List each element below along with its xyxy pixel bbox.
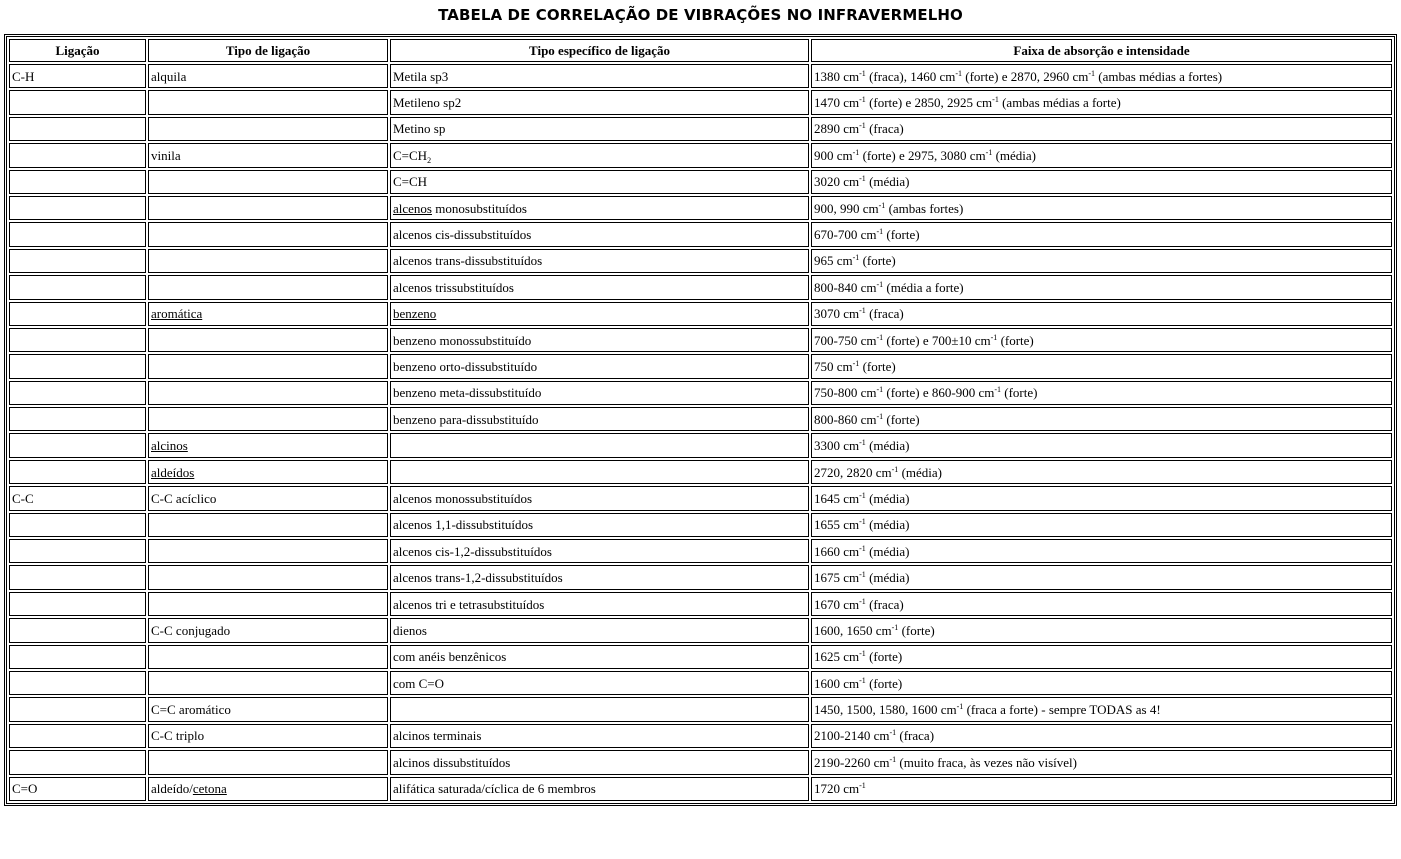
especifico-text: Metino sp xyxy=(393,121,446,137)
faixa-text: (média) xyxy=(865,490,910,506)
cell-faixa-de-absorcao xyxy=(811,724,1392,748)
cell-faixa-de-absorcao xyxy=(811,539,1392,563)
table-row xyxy=(9,170,1392,194)
especifico-text: benzeno para-dissubstituído xyxy=(393,411,539,427)
tipo-text: C-C acíclico xyxy=(151,490,217,506)
cell-tipo-especifico xyxy=(390,671,809,695)
tipo-text: C-C conjugado xyxy=(151,622,231,638)
tipo-text: aldeídos xyxy=(151,464,195,480)
table-row xyxy=(9,539,1392,563)
cell-faixa-de-absorcao xyxy=(811,90,1392,114)
cell-tipo-de-ligacao xyxy=(148,565,388,589)
faixa-text: (forte) xyxy=(883,227,920,243)
ir-correlation-table xyxy=(4,34,1397,806)
cell-faixa-de-absorcao xyxy=(811,170,1392,194)
unit-superscript: -1 xyxy=(859,543,866,553)
cell-faixa-de-absorcao xyxy=(811,196,1392,220)
faixa-text: 1720 cm xyxy=(814,781,860,797)
faixa-text: (forte) e 700±10 cm xyxy=(883,332,991,348)
cell-faixa-de-absorcao xyxy=(811,302,1392,326)
unit-superscript: -1 xyxy=(852,253,860,263)
cell-tipo-de-ligacao xyxy=(148,513,388,537)
cell-ligacao xyxy=(9,671,146,695)
table-row xyxy=(9,143,1392,167)
cell-tipo-especifico xyxy=(390,222,809,246)
cell-tipo-de-ligacao xyxy=(148,170,388,194)
table-row xyxy=(9,117,1392,141)
especifico-text: alcenos trans-dissubstituídos xyxy=(393,253,543,269)
faixa-text: 800-840 cm xyxy=(814,279,877,295)
cell-faixa-de-absorcao xyxy=(811,222,1392,246)
cell-ligacao xyxy=(9,196,146,220)
especifico-text: C=CH xyxy=(393,147,428,163)
especifico-text: alcenos trans-1,2-dissubstituídos xyxy=(393,570,563,586)
cell-ligacao xyxy=(9,143,146,167)
cell-ligacao xyxy=(9,354,146,378)
cell-faixa-de-absorcao xyxy=(811,513,1392,537)
cell-ligacao xyxy=(9,697,146,721)
unit-superscript: -1 xyxy=(889,754,897,764)
especifico-text: alcenos cis-dissubstituídos xyxy=(393,227,532,243)
cell-tipo-especifico xyxy=(390,275,809,299)
faixa-text: 900, 990 cm xyxy=(814,200,879,216)
unit-superscript: -1 xyxy=(859,306,866,316)
unit-superscript: -1 xyxy=(889,728,897,738)
faixa-text: 1470 cm xyxy=(814,95,860,111)
faixa-text: (forte) e 2850, 2925 cm xyxy=(865,95,993,111)
faixa-text: 800-860 cm xyxy=(814,411,877,427)
table-row xyxy=(9,618,1392,642)
cell-ligacao xyxy=(9,565,146,589)
faixa-text: 1380 cm xyxy=(814,68,860,84)
faixa-text: 965 cm xyxy=(814,253,853,269)
cell-ligacao: C-H xyxy=(9,64,146,88)
cell-tipo-especifico xyxy=(390,433,809,457)
cell-tipo-de-ligacao xyxy=(148,671,388,695)
cell-ligacao xyxy=(9,724,146,748)
cell-ligacao xyxy=(9,328,146,352)
faixa-text: (fraca) xyxy=(896,728,935,744)
especifico-text: alcenos cis-1,2-dissubstituídos xyxy=(393,543,552,559)
unit-superscript: -1 xyxy=(891,464,899,474)
unit-superscript: -1 xyxy=(876,411,884,421)
faixa-text: (forte) xyxy=(859,358,896,374)
faixa-text: (fraca) xyxy=(865,306,904,322)
unit-superscript: -1 xyxy=(876,279,884,289)
cell-tipo-especifico xyxy=(390,249,809,273)
table-row xyxy=(9,381,1392,405)
cell-tipo-de-ligacao xyxy=(148,381,388,405)
faixa-text: 3020 cm xyxy=(814,174,860,190)
unit-superscript: -1 xyxy=(859,95,866,105)
cell-tipo-especifico xyxy=(390,513,809,537)
cell-ligacao: C-C xyxy=(9,486,146,510)
cell-tipo-especifico xyxy=(390,328,809,352)
faixa-text: (ambas médias a forte) xyxy=(998,95,1121,111)
faixa-text: 1600, 1650 cm xyxy=(814,622,892,638)
faixa-text: 1675 cm xyxy=(814,570,860,586)
cell-tipo-de-ligacao xyxy=(148,222,388,246)
table-row xyxy=(9,328,1392,352)
especifico-text: benzeno meta-dissubstituído xyxy=(393,385,542,401)
table-row xyxy=(9,407,1392,431)
faixa-text: (média) xyxy=(865,517,910,533)
faixa-text: (média) xyxy=(865,570,910,586)
faixa-text: (ambas fortes) xyxy=(885,200,964,216)
header-tipo-especifico: Tipo específico de ligação xyxy=(390,39,809,62)
cell-tipo-de-ligacao xyxy=(148,433,388,457)
faixa-text: (muito fraca, às vezes não visível) xyxy=(896,754,1077,770)
faixa-text: (forte) xyxy=(865,675,903,691)
especifico-text: monosubstituídos xyxy=(431,200,527,216)
unit-superscript: -1 xyxy=(859,438,866,448)
cell-tipo-especifico xyxy=(390,302,809,326)
especifico-text: alcinos terminais xyxy=(393,728,482,744)
unit-superscript: -1 xyxy=(1088,68,1096,78)
faixa-text: 2890 cm xyxy=(814,121,860,137)
cell-faixa-de-absorcao xyxy=(811,275,1392,299)
cell-faixa-de-absorcao xyxy=(811,354,1392,378)
unit-superscript: -1 xyxy=(992,95,999,105)
cell-tipo-de-ligacao xyxy=(148,143,388,167)
unit-superscript: -1 xyxy=(852,358,860,368)
unit-superscript: -1 xyxy=(990,332,998,342)
cell-ligacao xyxy=(9,460,146,484)
faixa-text: (forte) xyxy=(883,411,920,427)
especifico-text: C=CH xyxy=(393,174,428,190)
faixa-text: 900 cm xyxy=(814,147,853,163)
faixa-text: (fraca) xyxy=(865,596,904,612)
cell-ligacao: C=O xyxy=(9,777,146,801)
cell-tipo-especifico xyxy=(390,724,809,748)
cell-faixa-de-absorcao xyxy=(811,777,1392,801)
table-row xyxy=(9,750,1392,774)
faixa-text: (fraca), 1460 cm xyxy=(865,68,956,84)
faixa-text: (média) xyxy=(898,464,942,480)
cell-faixa-de-absorcao xyxy=(811,143,1392,167)
cell-ligacao xyxy=(9,539,146,563)
tipo-text: aromática xyxy=(151,306,203,322)
table-row xyxy=(9,354,1392,378)
cell-ligacao xyxy=(9,433,146,457)
unit-superscript: -1 xyxy=(859,121,866,131)
especifico-text: alcinos dissubstituídos xyxy=(393,754,511,770)
table-row xyxy=(9,777,1392,801)
cell-ligacao xyxy=(9,381,146,405)
especifico-text: dienos xyxy=(393,622,427,638)
cell-tipo-de-ligacao xyxy=(148,724,388,748)
chem-subscript: 2 xyxy=(427,155,432,165)
cell-faixa-de-absorcao xyxy=(811,750,1392,774)
table-row xyxy=(9,460,1392,484)
faixa-text: 3070 cm xyxy=(814,306,860,322)
table-row xyxy=(9,724,1392,748)
cell-ligacao xyxy=(9,222,146,246)
faixa-text: (média) xyxy=(865,438,910,454)
cell-ligacao xyxy=(9,618,146,642)
cell-tipo-especifico xyxy=(390,592,809,616)
cell-tipo-especifico xyxy=(390,381,809,405)
cell-tipo-especifico xyxy=(390,460,809,484)
cell-tipo-de-ligacao xyxy=(148,302,388,326)
faixa-text: (forte) xyxy=(1001,385,1038,401)
faixa-text: (média) xyxy=(865,543,910,559)
table-row xyxy=(9,302,1392,326)
faixa-text: (fraca) xyxy=(865,121,904,137)
table-row xyxy=(9,592,1392,616)
tipo-underlined-text: cetona xyxy=(192,781,227,797)
unit-superscript: -1 xyxy=(876,332,884,342)
table-row xyxy=(9,486,1392,510)
cell-ligacao xyxy=(9,90,146,114)
faixa-text: 1625 cm xyxy=(814,649,860,665)
cell-ligacao xyxy=(9,407,146,431)
faixa-text: (forte) e 2975, 3080 cm xyxy=(859,147,986,163)
cell-tipo-especifico xyxy=(390,565,809,589)
cell-tipo-especifico xyxy=(390,143,809,167)
cell-tipo-de-ligacao xyxy=(148,328,388,352)
cell-faixa-de-absorcao xyxy=(811,249,1392,273)
cell-tipo-especifico xyxy=(390,117,809,141)
header-faixa-de-absorcao: Faixa de absorção e intensidade xyxy=(811,39,1392,62)
cell-ligacao xyxy=(9,592,146,616)
unit-superscript: -1 xyxy=(859,517,866,527)
faixa-text: (forte) xyxy=(865,649,903,665)
table-row xyxy=(9,697,1392,721)
tipo-text: vinila xyxy=(151,147,181,163)
especifico-text: com C=O xyxy=(393,675,445,691)
faixa-text: 1600 cm xyxy=(814,675,860,691)
faixa-text: 670-700 cm xyxy=(814,227,877,243)
faixa-text: 3300 cm xyxy=(814,438,860,454)
tipo-text: C=C aromático xyxy=(151,702,231,718)
cell-ligacao xyxy=(9,117,146,141)
cell-ligacao xyxy=(9,645,146,669)
cell-tipo-de-ligacao xyxy=(148,460,388,484)
faixa-text: 750 cm xyxy=(814,358,853,374)
cell-tipo-de-ligacao xyxy=(148,592,388,616)
cell-ligacao xyxy=(9,249,146,273)
cell-tipo-de-ligacao xyxy=(148,249,388,273)
cell-tipo-especifico xyxy=(390,90,809,114)
unit-superscript: -1 xyxy=(955,68,962,78)
faixa-text: (média) xyxy=(992,147,1037,163)
table-title: TABELA DE CORRELAÇÃO DE VIBRAÇÕES NO INFRAVERMELHO xyxy=(438,6,963,24)
cell-faixa-de-absorcao xyxy=(811,486,1392,510)
especifico-text: alcenos tri e tetrasubstituídos xyxy=(393,596,545,612)
especifico-text: benzeno orto-dissubstituído xyxy=(393,358,538,374)
cell-faixa-de-absorcao xyxy=(811,64,1392,88)
faixa-text: 1660 cm xyxy=(814,543,860,559)
cell-tipo-especifico xyxy=(390,64,809,88)
table-row xyxy=(9,222,1392,246)
especifico-underlined-text: benzeno xyxy=(393,306,437,322)
cell-tipo-de-ligacao xyxy=(148,539,388,563)
unit-superscript: -1 xyxy=(859,174,866,184)
faixa-text: 2100-2140 cm xyxy=(814,728,890,744)
cell-faixa-de-absorcao xyxy=(811,592,1392,616)
cell-tipo-especifico xyxy=(390,539,809,563)
unit-superscript: -1 xyxy=(859,596,866,606)
header-tipo-de-ligacao: Tipo de ligação xyxy=(148,39,388,62)
faixa-text: 1655 cm xyxy=(814,517,860,533)
cell-faixa-de-absorcao xyxy=(811,328,1392,352)
faixa-text: (média a forte) xyxy=(883,279,964,295)
tipo-text: C-C triplo xyxy=(151,728,205,744)
unit-superscript: -1 xyxy=(876,227,884,237)
unit-superscript: -1 xyxy=(994,385,1001,395)
faixa-text: (forte) xyxy=(997,332,1034,348)
cell-tipo-de-ligacao xyxy=(148,196,388,220)
faixa-text: (ambas médias a fortes) xyxy=(1095,68,1223,84)
unit-superscript: -1 xyxy=(878,200,886,210)
cell-ligacao xyxy=(9,513,146,537)
table-row xyxy=(9,249,1392,273)
faixa-text: 2190-2260 cm xyxy=(814,754,890,770)
faixa-text: 700-750 cm xyxy=(814,332,877,348)
unit-superscript: -1 xyxy=(956,702,964,712)
unit-superscript: -1 xyxy=(859,570,866,580)
cell-tipo-de-ligacao xyxy=(148,645,388,669)
faixa-text: (forte) e 860-900 cm xyxy=(883,385,995,401)
especifico-text: alcenos trissubstituídos xyxy=(393,279,514,295)
cell-tipo-de-ligacao xyxy=(148,618,388,642)
unit-superscript: -1 xyxy=(859,675,866,685)
cell-faixa-de-absorcao xyxy=(811,645,1392,669)
faixa-text: (média) xyxy=(865,174,910,190)
cell-tipo-de-ligacao xyxy=(148,777,388,801)
faixa-text: (forte) xyxy=(859,253,896,269)
cell-tipo-especifico xyxy=(390,486,809,510)
table-row xyxy=(9,513,1392,537)
tipo-text: aldeído/ xyxy=(151,781,193,797)
cell-tipo-de-ligacao xyxy=(148,407,388,431)
cell-ligacao xyxy=(9,170,146,194)
table-row xyxy=(9,90,1392,114)
cell-tipo-especifico xyxy=(390,777,809,801)
faixa-text: (forte) e 2870, 2960 cm xyxy=(962,68,1089,84)
tipo-text: alcinos xyxy=(151,438,188,454)
cell-tipo-especifico xyxy=(390,645,809,669)
cell-faixa-de-absorcao xyxy=(811,671,1392,695)
cell-faixa-de-absorcao xyxy=(811,460,1392,484)
especifico-text: benzeno monossubstituído xyxy=(393,332,532,348)
table-row xyxy=(9,275,1392,299)
cell-tipo-especifico xyxy=(390,697,809,721)
unit-superscript: -1 xyxy=(891,622,899,632)
cell-faixa-de-absorcao xyxy=(811,618,1392,642)
unit-superscript: -1 xyxy=(859,68,866,78)
cell-tipo-especifico xyxy=(390,170,809,194)
table-row xyxy=(9,671,1392,695)
unit-superscript: -1 xyxy=(985,147,993,157)
table-row xyxy=(9,196,1392,220)
cell-tipo-de-ligacao xyxy=(148,750,388,774)
faixa-text: 1645 cm xyxy=(814,490,860,506)
table-row xyxy=(9,433,1392,457)
cell-tipo-especifico xyxy=(390,750,809,774)
cell-faixa-de-absorcao xyxy=(811,381,1392,405)
cell-tipo-de-ligacao xyxy=(148,697,388,721)
cell-faixa-de-absorcao xyxy=(811,433,1392,457)
cell-tipo-de-ligacao xyxy=(148,354,388,378)
cell-tipo-especifico xyxy=(390,407,809,431)
cell-faixa-de-absorcao xyxy=(811,117,1392,141)
cell-tipo-de-ligacao xyxy=(148,64,388,88)
cell-ligacao xyxy=(9,750,146,774)
cell-ligacao xyxy=(9,275,146,299)
cell-tipo-de-ligacao xyxy=(148,117,388,141)
faixa-text: 2720, 2820 cm xyxy=(814,464,892,480)
header-row xyxy=(9,39,1392,62)
table-row xyxy=(9,565,1392,589)
especifico-text: alcenos monossubstituídos xyxy=(393,490,533,506)
especifico-text: Metileno sp2 xyxy=(393,95,462,111)
cell-tipo-especifico xyxy=(390,354,809,378)
cell-ligacao xyxy=(9,302,146,326)
unit-superscript: -1 xyxy=(859,490,866,500)
cell-tipo-de-ligacao xyxy=(148,90,388,114)
cell-tipo-de-ligacao xyxy=(148,275,388,299)
cell-faixa-de-absorcao xyxy=(811,565,1392,589)
cell-faixa-de-absorcao xyxy=(811,697,1392,721)
header-ligacao: Ligação xyxy=(9,39,146,62)
faixa-text: 1670 cm xyxy=(814,596,860,612)
cell-tipo-especifico xyxy=(390,618,809,642)
unit-superscript: -1 xyxy=(852,147,860,157)
especifico-text: alifática saturada/cíclica de 6 membros xyxy=(393,781,596,797)
unit-superscript: -1 xyxy=(876,385,884,395)
table-body xyxy=(9,64,1392,801)
especifico-text: com anéis benzênicos xyxy=(393,649,507,665)
faixa-text: (fraca a forte) - sempre TODAS as 4! xyxy=(963,702,1161,718)
unit-superscript: -1 xyxy=(859,781,866,791)
faixa-text: 1450, 1500, 1580, 1600 cm xyxy=(814,702,957,718)
faixa-text: 750-800 cm xyxy=(814,385,877,401)
especifico-text: alcenos 1,1-dissubstituídos xyxy=(393,517,534,533)
cell-faixa-de-absorcao xyxy=(811,407,1392,431)
faixa-text: (forte) xyxy=(898,622,935,638)
unit-superscript: -1 xyxy=(859,649,866,659)
cell-tipo-especifico xyxy=(390,196,809,220)
tipo-text: alquila xyxy=(151,68,187,84)
cell-tipo-de-ligacao xyxy=(148,486,388,510)
table-row xyxy=(9,645,1392,669)
especifico-text: Metila sp3 xyxy=(393,68,449,84)
table-row xyxy=(9,64,1392,88)
especifico-underlined-text: alcenos xyxy=(393,200,432,216)
